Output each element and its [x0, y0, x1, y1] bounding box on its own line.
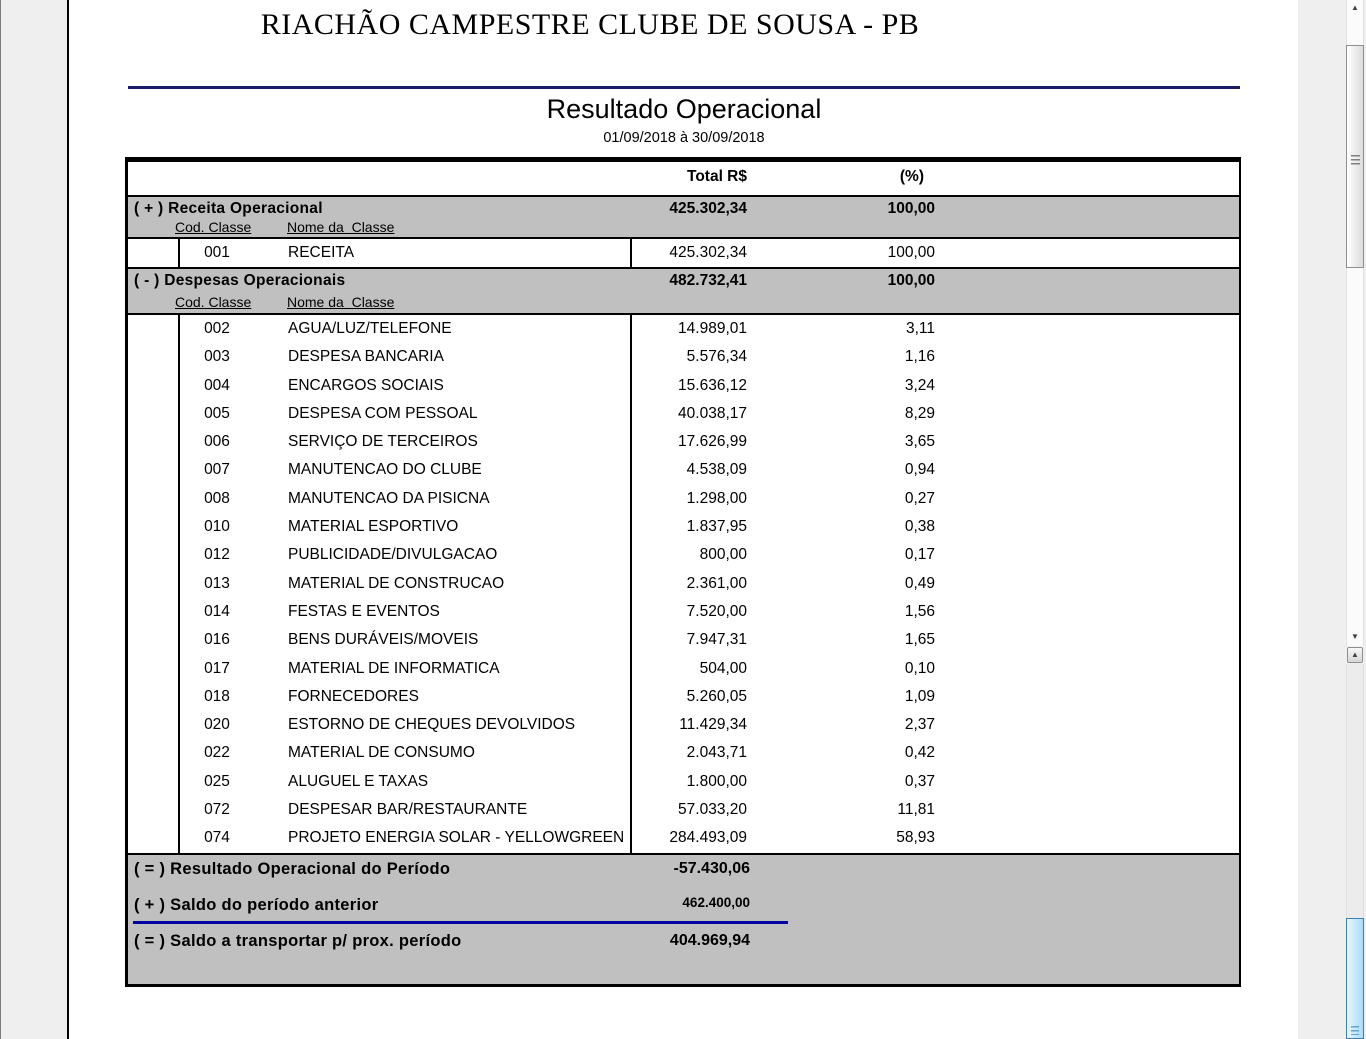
- scrollbar-grip-icon: [1351, 1026, 1359, 1035]
- row-percent: 3,11: [905, 320, 935, 337]
- row-name: AGUA/LUZ/TELEFONE: [288, 320, 452, 337]
- column-header-total: Total R$: [687, 168, 747, 185]
- row-percent: 0,27: [904, 489, 935, 507]
- row-code: 008: [204, 489, 230, 507]
- row-code: 074: [204, 829, 230, 847]
- row-code: 072: [204, 801, 230, 819]
- section-total: 425.302,34: [669, 200, 747, 217]
- table-row: [128, 315, 1239, 343]
- row-total: 57.033,20: [678, 801, 747, 819]
- row-name: MATERIAL ESPORTIVO: [288, 518, 459, 536]
- row-percent: 0,37: [904, 772, 935, 790]
- summary-divider-line: [133, 921, 788, 924]
- row-name: BENS DURÁVEIS/MOVEIS: [288, 631, 479, 649]
- row-total: 2.361,00: [686, 574, 747, 592]
- row-name: MATERIAL DE INFORMATICA: [288, 659, 500, 677]
- row-total: 2.043,71: [686, 744, 747, 762]
- row-total: 425.302,34: [669, 244, 747, 261]
- header-divider-line: [128, 86, 1240, 89]
- row-name: MATERIAL DE CONSTRUCAO: [288, 574, 505, 592]
- row-percent: 0,10: [904, 659, 935, 677]
- table-row: [128, 739, 1239, 767]
- table-row: [128, 541, 1239, 569]
- report-title: Resultado Operacional: [546, 94, 822, 124]
- section-label: ( - ) Despesas Operacionais: [134, 272, 346, 289]
- table-row: [128, 683, 1239, 711]
- table-row: [128, 768, 1239, 796]
- row-name: ENCARGOS SOCIAIS: [288, 376, 444, 394]
- row-name: PROJETO ENERGIA SOLAR - YELLOWGREEN: [288, 829, 625, 847]
- table-row: [128, 570, 1239, 598]
- table-row: [128, 400, 1239, 428]
- row-name: DESPESA COM PESSOAL: [288, 404, 478, 422]
- row-total: 5.260,05: [686, 687, 747, 705]
- row-percent: 100,00: [887, 244, 935, 261]
- table-row: [128, 513, 1239, 541]
- row-total: 14.989,01: [678, 320, 747, 337]
- receita-section-band: [128, 197, 1239, 239]
- row-code: 007: [204, 461, 230, 479]
- row-name: MATERIAL DE CONSUMO: [288, 744, 475, 762]
- row-code: 005: [204, 404, 230, 422]
- table-row: [128, 456, 1239, 484]
- row-percent: 0,49: [904, 574, 935, 592]
- subheader-nome-classe: Nome da Classe: [287, 294, 395, 310]
- row-percent: 58,93: [896, 829, 935, 847]
- row-code: 020: [204, 716, 230, 734]
- row-total: 7.947,31: [686, 631, 747, 649]
- table-header-row: [128, 162, 1239, 197]
- expense-rows: [128, 315, 1239, 853]
- table-row: [128, 796, 1239, 824]
- row-name: ESTORNO DE CHEQUES DEVOLVIDOS: [288, 716, 576, 734]
- row-total: 1.800,00: [686, 772, 747, 790]
- row-name: MANUTENCAO DA PISICNA: [288, 489, 490, 507]
- row-percent: 0,17: [904, 546, 935, 564]
- row-percent: 0,38: [904, 518, 935, 536]
- row-total: 15.636,12: [678, 376, 747, 394]
- row-code: 016: [204, 631, 230, 649]
- row-percent: 0,94: [904, 461, 935, 479]
- row-percent: 0,42: [904, 744, 935, 762]
- row-total: 800,00: [699, 546, 747, 564]
- row-code: 006: [204, 433, 230, 451]
- left-gutter: [1, 0, 67, 1039]
- row-total: 17.626,99: [678, 433, 747, 451]
- scroll-down-icon[interactable]: ▼: [1351, 632, 1359, 641]
- report-table: [125, 157, 1241, 987]
- report-period: 01/09/2018 à 30/09/2018: [603, 130, 765, 146]
- row-percent: 3,24: [904, 376, 935, 394]
- subheader-cod-classe: Cod. Classe: [175, 294, 252, 310]
- table-row: [128, 655, 1239, 683]
- section-percent: 100,00: [887, 200, 935, 217]
- section-label: ( + ) Receita Operacional: [134, 200, 323, 217]
- row-total: 504,00: [699, 659, 747, 677]
- row-code: 010: [204, 518, 230, 536]
- subheader-cod-classe: Cod. Classe: [175, 219, 252, 235]
- row-code: 017: [204, 659, 230, 677]
- row-total: 11.429,34: [679, 716, 747, 734]
- subheader-nome-classe: Nome da Classe: [287, 219, 395, 235]
- row-percent: 1,16: [904, 348, 935, 366]
- row-total: 5.576,34: [686, 348, 747, 366]
- row-name: FORNECEDORES: [288, 687, 419, 705]
- row-name: RECEITA: [288, 244, 355, 261]
- summary-label: ( = ) Saldo a transportar p/ prox. período: [134, 931, 462, 950]
- row-total: 1.837,95: [686, 518, 747, 536]
- section-percent: 100,00: [887, 272, 935, 289]
- row-code: 025: [204, 772, 230, 790]
- page-edge-line: [67, 0, 69, 1039]
- table-row: [128, 598, 1239, 626]
- row-total: 7.520,00: [686, 602, 747, 620]
- row-total: 4.538,09: [686, 461, 747, 479]
- row-name: FESTAS E EVENTOS: [288, 602, 440, 620]
- row-name: ALUGUEL E TAXAS: [288, 772, 429, 790]
- row-code: 001: [204, 244, 230, 261]
- summary-value: 462.400,00: [682, 894, 750, 910]
- row-code: 003: [204, 348, 230, 366]
- row-name: SERVIÇO DE TERCEIROS: [288, 433, 478, 451]
- row-code: 018: [204, 687, 230, 705]
- table-row: [128, 239, 1239, 269]
- row-percent: 1,65: [904, 631, 935, 649]
- row-name: MANUTENCAO DO CLUBE: [288, 461, 482, 479]
- row-code: 013: [204, 574, 230, 592]
- row-total: 1.298,00: [686, 489, 747, 507]
- scrollbar-grip-icon: [1351, 155, 1360, 166]
- outer-scroll-up-button[interactable]: ▲: [1347, 647, 1363, 663]
- row-code: 014: [204, 602, 230, 620]
- section-total: 482.732,41: [669, 272, 747, 289]
- row-name: DESPESA BANCARIA: [288, 348, 444, 366]
- row-code: 002: [204, 320, 230, 337]
- table-row: [128, 711, 1239, 739]
- summary-label: ( = ) Resultado Operacional do Período: [134, 859, 451, 878]
- summary-value: 404.969,94: [669, 931, 750, 949]
- summary-block: [128, 853, 1239, 987]
- row-percent: 1,56: [904, 602, 935, 620]
- row-percent: 8,29: [904, 404, 935, 422]
- row-name: PUBLICIDADE/DIVULGACAO: [288, 546, 498, 564]
- row-code: 022: [204, 744, 230, 762]
- table-row: [128, 428, 1239, 456]
- row-code: 012: [204, 546, 230, 564]
- row-percent: 2,37: [904, 716, 935, 734]
- row-total: 284.493,09: [669, 829, 747, 847]
- table-row: [128, 343, 1239, 371]
- despesas-section-band: [128, 269, 1239, 315]
- scroll-up-icon[interactable]: ▲: [1351, 3, 1359, 12]
- outer-scrollbar-thumb[interactable]: [1346, 918, 1364, 1039]
- row-percent: 1,09: [904, 687, 935, 705]
- table-row: [128, 485, 1239, 513]
- row-code: 004: [204, 376, 230, 394]
- table-row: [128, 372, 1239, 400]
- row-total: 40.038,17: [678, 404, 747, 422]
- summary-label: ( + ) Saldo do período anterior: [134, 895, 379, 914]
- table-row: [128, 626, 1239, 654]
- row-percent: 3,65: [904, 433, 935, 451]
- column-header-percent: (%): [899, 168, 924, 185]
- company-title: RIACHÃO CAMPESTRE CLUBE DE SOUSA - PB: [260, 8, 920, 41]
- table-row: [128, 824, 1239, 852]
- row-name: DESPESAR BAR/RESTAURANTE: [288, 801, 528, 819]
- summary-value: -57.430,06: [673, 859, 750, 877]
- row-percent: 11,81: [897, 801, 935, 819]
